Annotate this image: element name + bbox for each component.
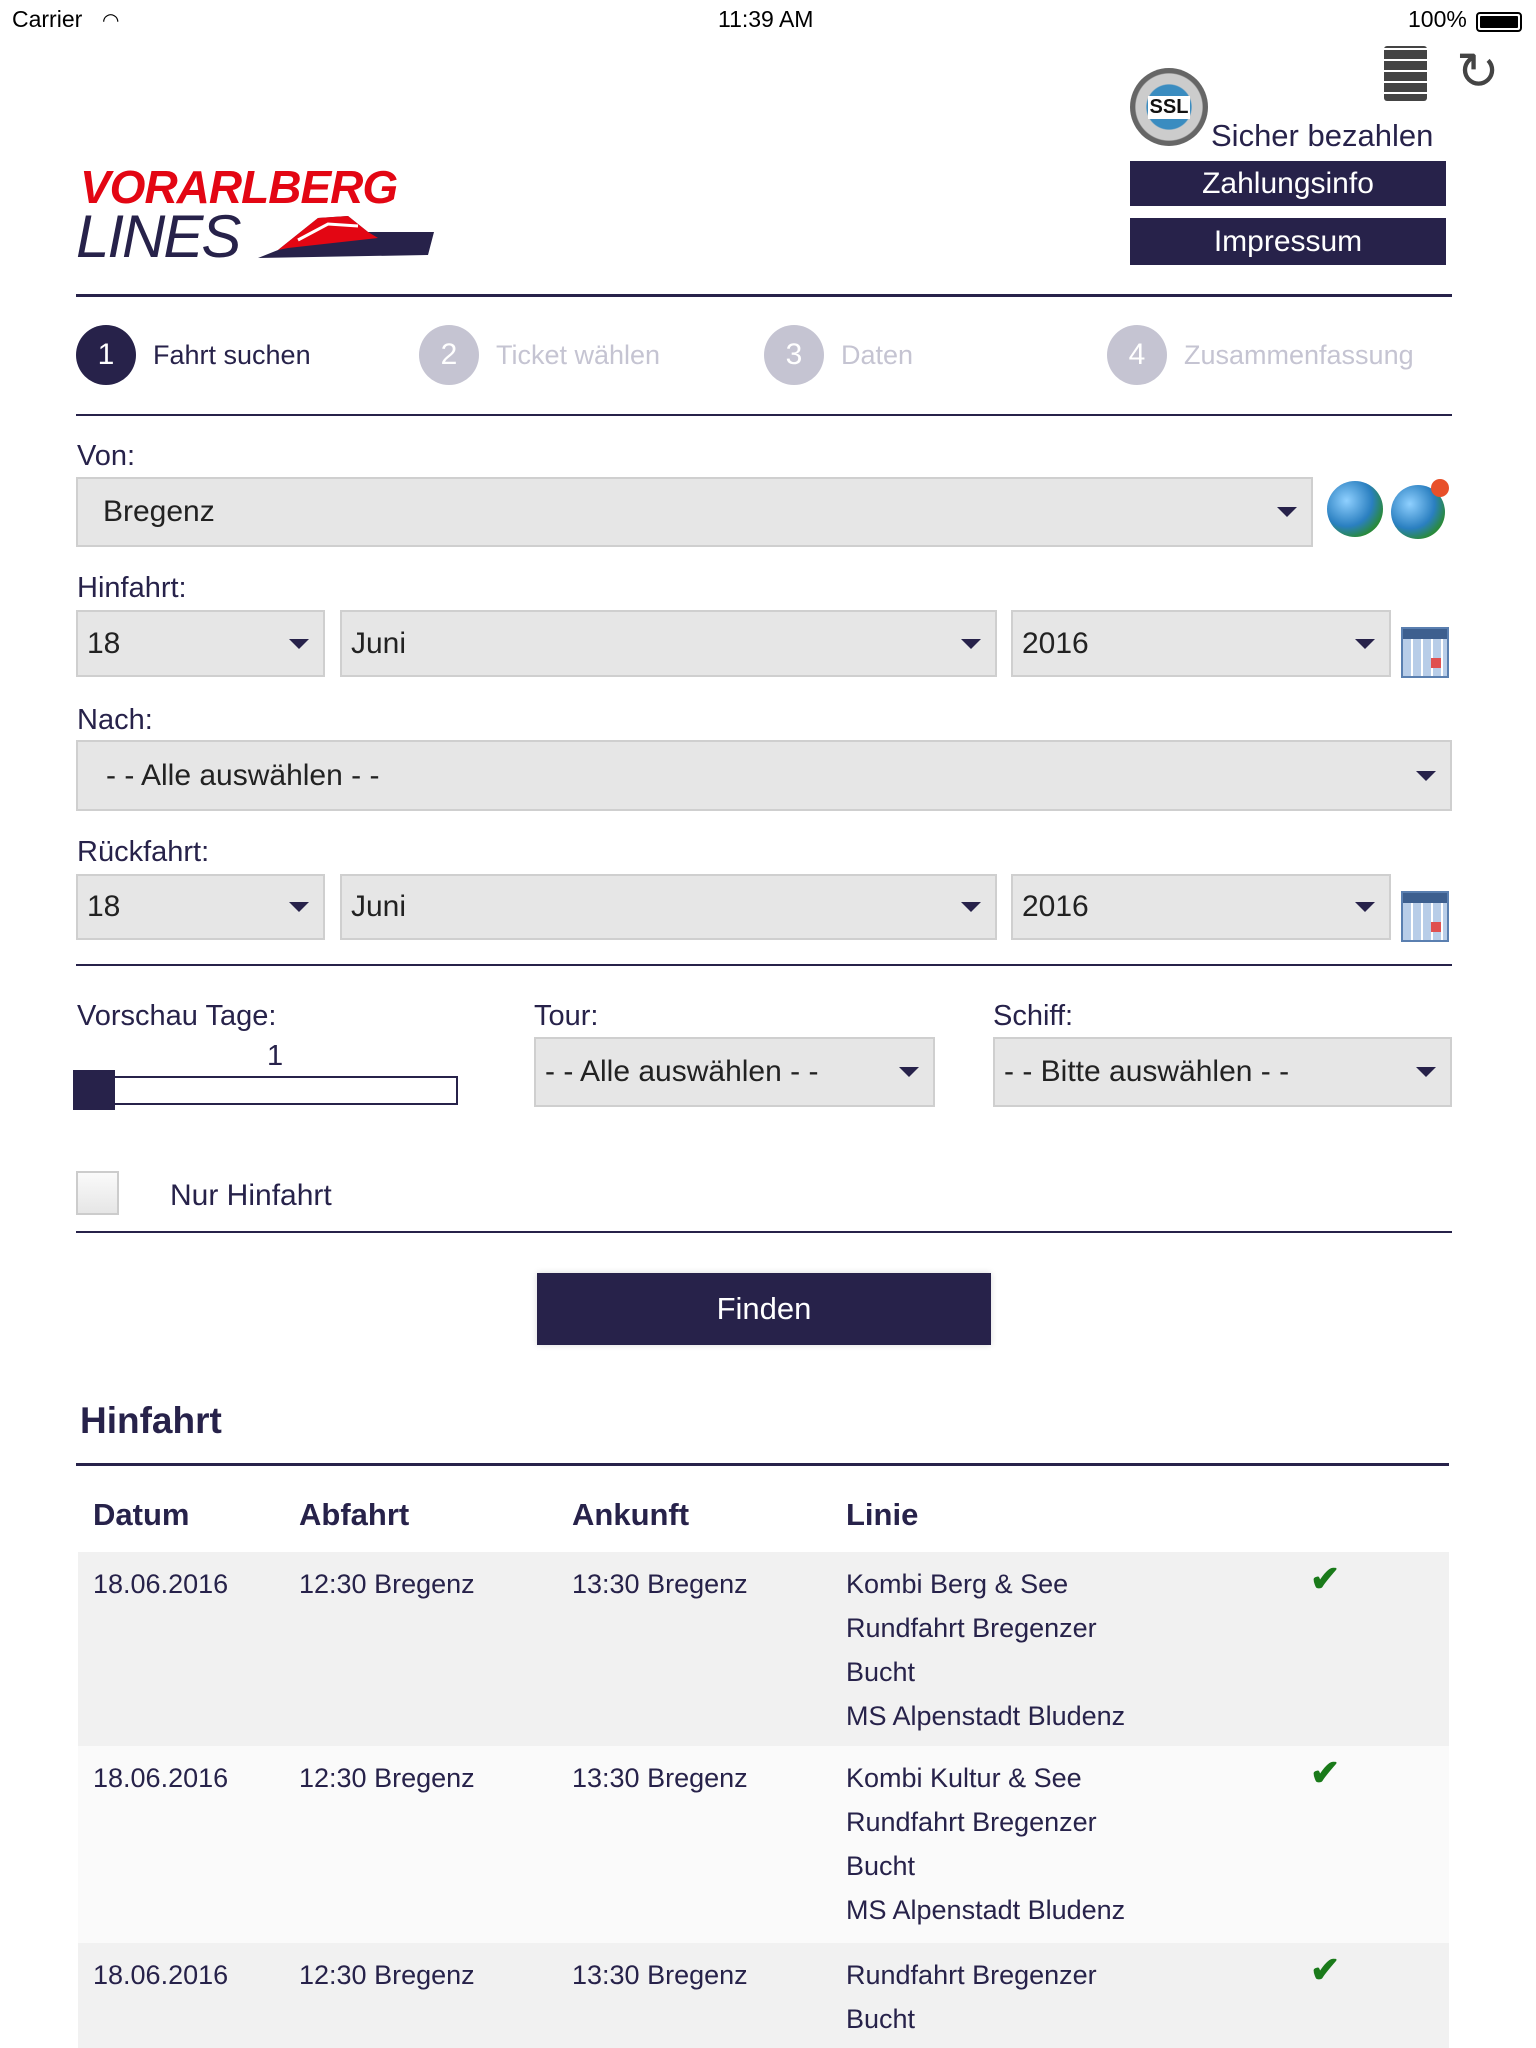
column-departure: Abfahrt [299, 1497, 410, 1532]
wifi-icon: ◠ [102, 10, 120, 32]
one-way-label: Nur Hinfahrt [170, 1179, 332, 1212]
divider [76, 294, 1452, 297]
return-year-select[interactable]: 2016 [1011, 874, 1391, 940]
globe-map-icon[interactable] [1327, 481, 1383, 537]
step-choose-ticket: 2 Ticket wählen [419, 325, 660, 385]
row-line: Rundfahrt Bregenzer Bucht [846, 1960, 1097, 2034]
chevron-down-icon [961, 902, 981, 912]
row-line: Kombi Kultur & See Rundfahrt Bregenzer Bucht MS Alpenstadt Bludenz [846, 1763, 1126, 1925]
row-line: Kombi Berg & See Rundfahrt Bregenzer Bucht MS Alpenstadt Bludenz [846, 1569, 1126, 1731]
ship-logo-icon [258, 210, 434, 260]
payment-info-button[interactable]: Zahlungsinfo [1130, 161, 1446, 206]
preview-days-slider[interactable] [76, 1076, 458, 1105]
reload-icon[interactable]: ↻ [1456, 43, 1500, 101]
chevron-down-icon [1355, 902, 1375, 912]
preview-days-value: 1 [267, 1040, 284, 1072]
clock: 11:39 AM [718, 6, 814, 32]
battery-icon [1476, 12, 1522, 32]
row-arrival: 13:30 Bregenz [572, 1763, 748, 1793]
preview-days-label: Vorschau Tage: [77, 1000, 277, 1032]
row-departure: 12:30 Bregenz [299, 1763, 475, 1793]
check-icon: ✔ [1310, 1949, 1341, 1990]
calendar-icon[interactable] [1401, 627, 1449, 678]
row-date: 18.06.2016 [93, 1960, 229, 1990]
calendar-icon[interactable] [1401, 891, 1449, 942]
column-line: Linie [846, 1497, 919, 1532]
logo-text-top: VORARLBERG [80, 161, 398, 213]
table-row[interactable] [78, 1746, 1449, 1943]
table-row[interactable] [78, 1943, 1449, 2048]
globe-location-icon[interactable] [1391, 485, 1445, 539]
chevron-down-icon [1416, 1067, 1436, 1077]
one-way-checkbox[interactable] [76, 1171, 119, 1215]
outbound-month-select[interactable]: Juni [340, 610, 997, 677]
to-label: Nach: [77, 704, 153, 736]
tour-label: Tour: [534, 1000, 599, 1032]
table-row[interactable] [78, 1552, 1449, 1746]
column-date: Datum [93, 1497, 190, 1532]
chevron-down-icon [1277, 507, 1297, 517]
row-departure: 12:30 Bregenz [299, 1569, 475, 1599]
from-select[interactable]: Bregenz [76, 477, 1313, 547]
step-search-trip: 1 Fahrt suchen [76, 325, 311, 385]
row-arrival: 13:30 Bregenz [572, 1960, 748, 1990]
from-label: Von: [77, 440, 136, 472]
chevron-down-icon [289, 902, 309, 912]
check-icon: ✔ [1310, 1752, 1341, 1793]
chevron-down-icon [899, 1067, 919, 1077]
divider [76, 964, 1452, 966]
column-arrival: Ankunft [572, 1497, 690, 1532]
row-date: 18.06.2016 [93, 1569, 229, 1599]
slider-handle[interactable] [73, 1070, 115, 1110]
return-day-select[interactable]: 18 [76, 874, 325, 940]
step-summary: 4 Zusammenfassung [1107, 325, 1414, 385]
outbound-label: Hinfahrt: [77, 572, 187, 604]
tour-select[interactable]: - - Alle auswählen - - [534, 1037, 935, 1107]
return-month-select[interactable]: Juni [340, 874, 997, 940]
logo-text-bottom: LINES [76, 203, 240, 270]
ship-select[interactable]: - - Bitte auswählen - - [993, 1037, 1452, 1107]
return-label: Rückfahrt: [77, 836, 210, 868]
row-departure: 12:30 Bregenz [299, 1960, 475, 1990]
secure-payment-label: Sicher bezahlen [1211, 118, 1434, 153]
row-date: 18.06.2016 [93, 1763, 229, 1793]
check-icon: ✔ [1310, 1558, 1341, 1599]
chevron-down-icon [1416, 771, 1436, 781]
notes-icon[interactable] [1384, 46, 1427, 101]
outbound-year-select[interactable]: 2016 [1011, 610, 1391, 677]
results-title: Hinfahrt [80, 1400, 222, 1441]
divider [76, 414, 1452, 416]
chevron-down-icon [1355, 639, 1375, 649]
chevron-down-icon [289, 639, 309, 649]
to-select[interactable]: - - Alle auswählen - - [76, 740, 1452, 811]
imprint-button[interactable]: Impressum [1130, 218, 1446, 265]
outbound-day-select[interactable]: 18 [76, 610, 325, 677]
divider [76, 1231, 1452, 1233]
ship-label: Schiff: [993, 1000, 1074, 1032]
chevron-down-icon [961, 639, 981, 649]
ssl-security-badge: SSL [1130, 68, 1208, 146]
carrier-label: Carrier [12, 6, 83, 32]
divider [76, 1463, 1449, 1466]
battery-percent: 100% [1408, 6, 1467, 32]
row-arrival: 13:30 Bregenz [572, 1569, 748, 1599]
step-data: 3 Daten [764, 325, 913, 385]
find-button[interactable]: Finden [537, 1273, 991, 1345]
